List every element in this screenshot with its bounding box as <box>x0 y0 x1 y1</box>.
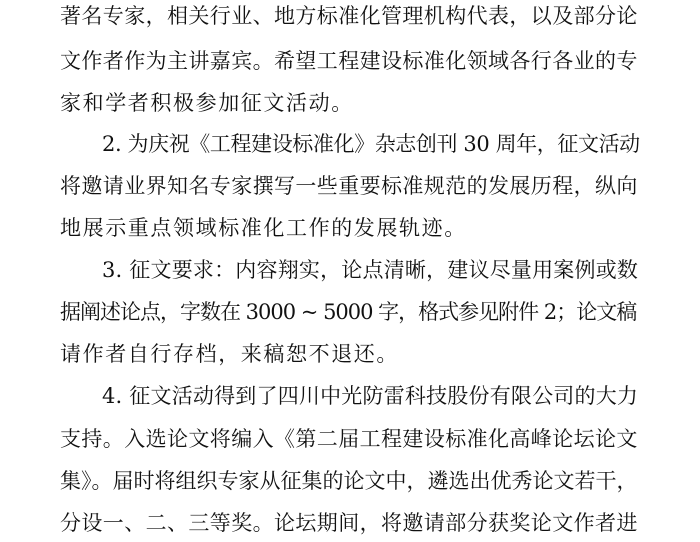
text-line: 分设一、二、三等奖。论坛期间，将邀请部分获奖论文作者进 <box>60 511 638 535</box>
text-line: 3. 征文要求：内容翔实，论点清晰，建议尽量用案例或数 <box>102 258 639 282</box>
text-line: 家和学者积极参加征文活动。 <box>60 91 354 115</box>
text-line: 著名专家，相关行业、地方标准化管理机构代表，以及部分论 <box>60 4 638 28</box>
text-line: 请作者自行存档，来稿恕不退还。 <box>60 342 399 366</box>
text-line: 2. 为庆祝《工程建设标准化》杂志创刊 30 周年，征文活动 <box>102 132 640 156</box>
text-line: 集》。届时将组织专家从征集的论文中，遴选出优秀论文若干， <box>60 469 638 493</box>
text-line: 文作者作为主讲嘉宾。希望工程建设标准化领域各行各业的专 <box>60 49 638 73</box>
text-line: 4. 征文活动得到了四川中光防雷科技股份有限公司的大力 <box>102 384 639 408</box>
text-line: 地展示重点领域标准化工作的发展轨迹。 <box>60 216 467 240</box>
text-line: 将邀请业界知名专家撰写一些重要标准规范的发展历程，纵向 <box>60 174 638 198</box>
text-line: 支持。入选论文将编入《第二届工程建设标准化高峰论坛论文 <box>60 427 638 451</box>
text-line: 据阐述论点，字数在 3000 ~ 5000 字，格式参见附件 2；论文稿 <box>60 300 637 324</box>
